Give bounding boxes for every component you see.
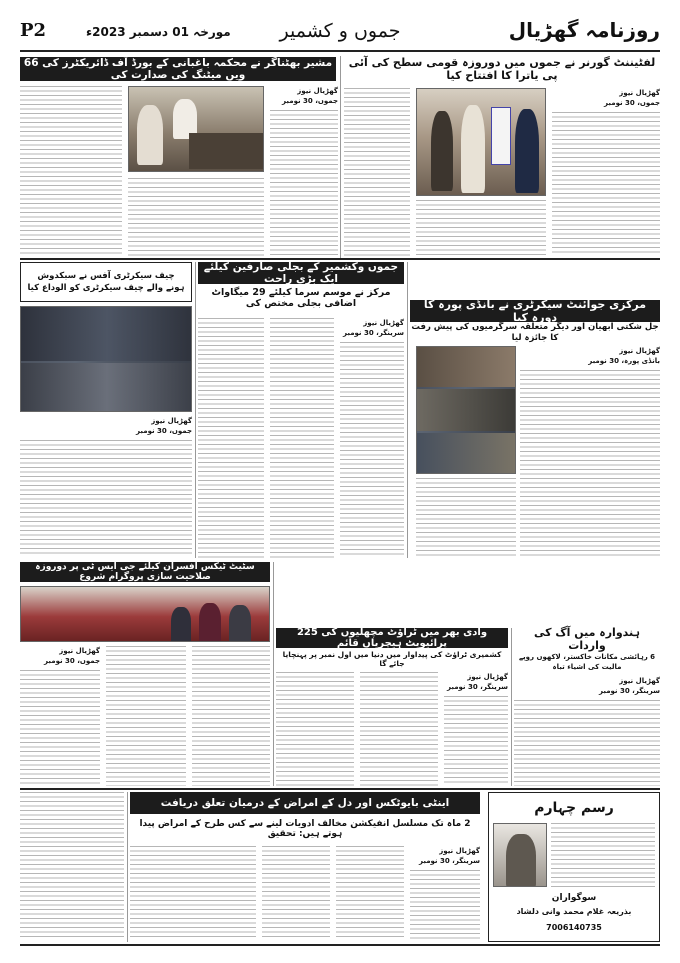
joint-secretary-photo [416,346,516,474]
obituary-text [551,823,655,887]
lg-story-byline-place: جموں، 30 نومبر [604,99,660,107]
obituary-mourners-label: سوگواران [551,893,597,903]
joint-secretary-byline-place: بانڈی پورہ، 30 نومبر [588,357,660,365]
joint-secretary-headline[interactable]: مرکزی جوائنٹ سیکرٹری نے بانڈی پورہ کا دورہ کیا [410,300,660,322]
horticulture-meeting-headline[interactable]: مشیر بھٹناگر نے محکمہ باغبانی کے بورڈ آف ڈائریکٹرز کی 66 ویں میٹنگ کی صدارت کی [20,57,336,81]
antibiotics-byline-agency: گھڑیال نیوز [439,847,480,855]
divider-row-3 [20,788,660,790]
antibiotics-subhead: 2 ماہ تک مسلسل انفیکشن مخالف ادویات لینے سے کس طرح کے امراض پیدا ہوتے ہیں: تحقیق [139,819,471,839]
electricity-story-column-3 [198,318,264,558]
chief-secretary-photo [20,306,192,412]
obituary-portrait [493,823,547,887]
divider-right-column [407,262,408,558]
joint-secretary-byline-agency: گھڑیال نیوز [619,347,660,355]
lg-story-column-3 [344,88,410,256]
obituary-box [488,792,660,942]
electricity-story-column-1 [340,318,404,558]
joint-secretary-subhead: جل شکتی ابھیان اور دیگر متعلقہ سرگرمیوں کی پیش رفت کا جائزہ لیا [411,322,659,343]
trout-headline[interactable]: وادی بھر میں ٹراؤٹ مچھلیوں کی 225 پرائیویٹ ہیچریاں قائم [276,628,508,648]
horticulture-story-column-1 [20,86,122,256]
lg-inaugurates-headline[interactable]: لفٹیننٹ گورنر نے جموں میں دوروزہ قومی سطح کی آئی پی یاترا کا افتتاح کیا [348,56,656,82]
electricity-byline-agency: گھڑیال نیوز [363,319,404,327]
lg-story-byline-agency: گھڑیال نیوز [619,89,660,97]
handwara-fire-headline[interactable]: ہندوارہ میں آگ کی واردات [534,626,640,652]
obituary-phone[interactable]: 7006140735 [546,923,602,932]
trout-byline-place: سرینگر، 30 نومبر [447,683,508,691]
issue-date: مورخہ 01 دسمبر 2023ء [86,25,231,39]
electricity-relief-headline[interactable]: جموں وکشمیر کے بجلی صارفین کیلئے ایک بڑی راحت [198,262,404,284]
antibiotics-byline-place: سرینگر، 30 نومبر [419,857,480,865]
electricity-story-column-2 [270,318,334,558]
trout-story-column-1 [444,672,508,786]
antibiotics-story-column-3 [262,846,330,940]
obituary-mourner-name: بذریعہ غلام محمد وانی دلشاد [516,907,632,916]
chief-secretary-story-body [20,416,192,556]
chief-secretary-byline-agency: گھڑیال نیوز [151,417,192,425]
gst-training-headline[interactable]: سٹیٹ ٹیکس افسران کیلئے جی ایس ٹی پر دوروزہ صلاحیت سازی پروگرام شروع [20,562,270,582]
gst-byline-place: جموں، 30 نومبر [44,657,100,665]
lg-story-column-2 [416,200,546,256]
divider-row-1 [20,258,660,260]
horticulture-byline-agency: گھڑیال نیوز [297,87,338,95]
bottom-rule [20,944,660,946]
antibiotics-story-column-5 [20,792,124,940]
chief-secretary-headline[interactable]: چیف سیکرٹری آفس نے سبکدوش ہونے والے چیف سیکرٹری کو الوداع کیا [20,262,192,302]
gst-byline-agency: گھڑیال نیوز [59,647,100,655]
divider-handwara [511,628,512,786]
joint-secretary-story-column-2 [416,478,516,558]
page-number: P2 [20,20,47,41]
joint-secretary-story-column-1 [520,346,660,558]
trout-subhead: کشمیری ٹراؤٹ کی پیداوار میں دنیا میں اول نمبر پر پہنچایا جائے گا [282,650,502,668]
gst-story-column-3 [192,646,270,786]
antibiotics-story-column-1 [410,846,480,940]
antibiotics-story-column-4 [130,846,256,940]
horticulture-byline-place: جموں، 30 نومبر [282,97,338,105]
handwara-fire-subhead: 6 رہائشی مکانات خاکستر، لاکھوں روپے مالیت کی اشیاء تباہ [518,653,656,671]
lg-inauguration-photo [416,88,546,196]
antibiotics-headline[interactable]: اینٹی بایوٹکس اور دل کے امراض کے درمیان تعلق دریافت [130,792,480,814]
newspaper-name: روزنامہ گھڑیال [508,18,660,42]
horticulture-story-column-3 [128,178,264,256]
divider-top-center [340,56,341,258]
divider-left-column [195,262,196,558]
chief-secretary-byline-place: جموں، 30 نومبر [136,427,192,435]
masthead [20,16,660,52]
trout-byline-agency: گھڑیال نیوز [467,673,508,681]
handwara-byline-place: سرینگر، 30 نومبر [599,687,660,695]
divider-gst [273,562,274,786]
gst-training-photo [20,586,270,642]
electricity-relief-subhead: مرکز نے موسم سرما کیلئے 29 میگاواٹ اضافی بجلی مختص کی [211,287,391,309]
horticulture-story-column-2 [270,86,338,256]
divider-antibiotics [127,792,128,942]
gst-story-column-2 [106,646,186,786]
antibiotics-story-column-2 [336,846,404,940]
trout-story-column-2 [360,672,438,786]
lg-story-column-1 [552,88,660,256]
handwara-byline-agency: گھڑیال نیوز [619,677,660,685]
electricity-byline-place: سرینگر، 30 نومبر [343,329,404,337]
obituary-headline: رسم چہارم [534,800,614,816]
trout-story-column-3 [276,672,354,786]
section-title: جموں و کشمیر [279,20,401,42]
handwara-story-body [514,676,660,786]
horticulture-meeting-photo [128,86,264,172]
gst-story-column-1 [20,646,100,786]
